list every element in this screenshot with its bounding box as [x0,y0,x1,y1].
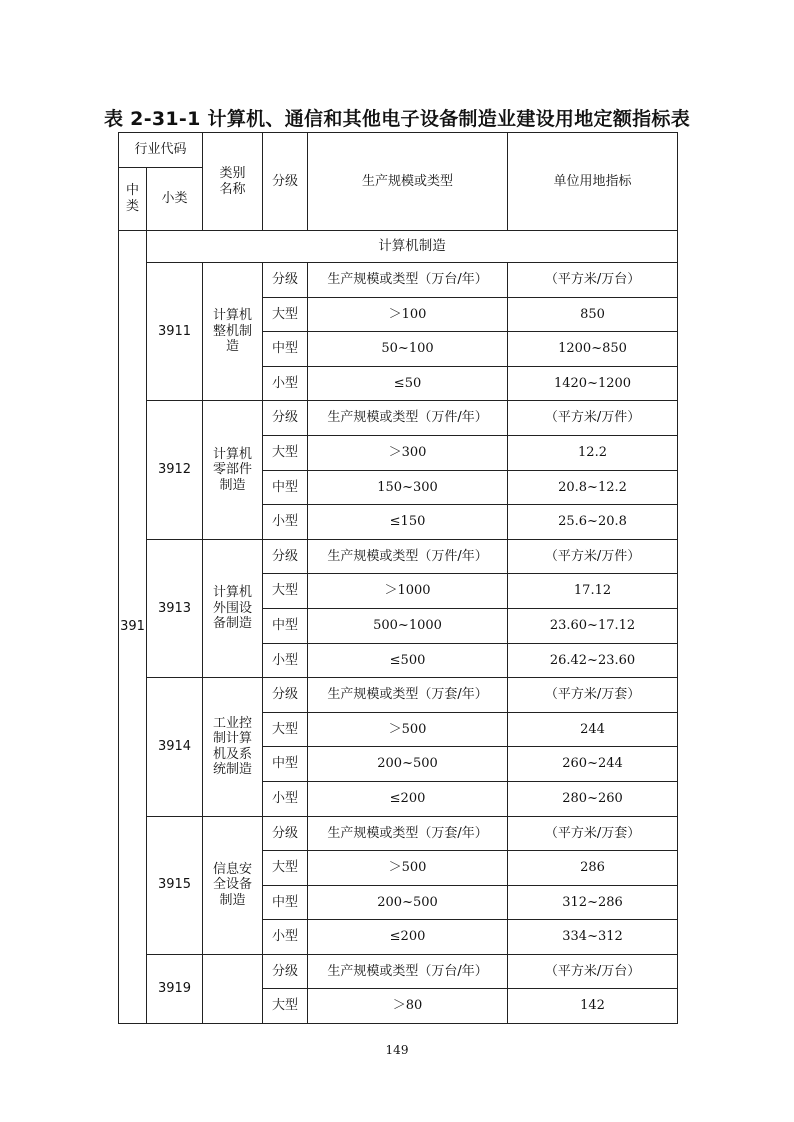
grade-cell: 大型 [263,435,308,470]
category-name-line: 制造 [219,892,246,908]
category-name-line: 工业控 [213,715,253,731]
scale-cell: ＞80 [308,989,508,1024]
subheader-scale: 生产规模或类型（万件/年） [308,539,508,574]
scale-cell: ＞300 [308,435,508,470]
group-subheader-row [119,678,678,713]
indicator-cell: 286 [508,851,678,886]
scale-cell: ＞500 [308,712,508,747]
subheader-grade: 分级 [263,816,308,851]
subheader-scale: 生产规模或类型（万台/年） [308,954,508,989]
table-title: 表 2-31-1 计算机、通信和其他电子设备制造业建设用地定额指标表 [103,108,691,130]
indicator-cell: 142 [508,989,678,1024]
indicator-cell: 244 [508,712,678,747]
grade-cell: 中型 [263,885,308,920]
indicator-cell: 850 [508,297,678,332]
group-subheader-row [119,816,678,851]
grade-cell: 小型 [263,920,308,955]
grade-cell: 中型 [263,747,308,782]
scale-cell: ≤200 [308,920,508,955]
category-name-line: 计算机 [213,585,253,601]
subheader-unit: （平方米/万件） [508,401,678,436]
land-quota-table [118,132,678,1024]
small-class-code: 3911 [147,263,203,401]
subheader-unit: （平方米/万台） [508,954,678,989]
subheader-scale: 生产规模或类型（万台/年） [308,263,508,298]
page-number: 149 [385,1043,409,1057]
scale-cell: ≤150 [308,505,508,540]
category-name-line: 计算机 [213,308,253,324]
category-name [203,816,263,954]
group-subheader-row [119,401,678,436]
indicator-cell: 20.8~12.2 [508,470,678,505]
category-name-line: 外围设 [213,600,253,616]
group-subheader-row [119,539,678,574]
scale-cell: ≤50 [308,366,508,401]
grade-cell: 中型 [263,608,308,643]
scale-cell: ＞500 [308,851,508,886]
category-name-line: 机及系 [213,746,253,762]
grade-cell: 小型 [263,505,308,540]
subheader-grade: 分级 [263,678,308,713]
header-scale: 生产规模或类型 [308,133,508,231]
section-title: 计算机制造 [147,231,678,263]
category-name [203,539,263,677]
category-name-line: 制造 [219,477,246,493]
small-class-code: 3915 [147,816,203,954]
header-category-name [203,133,263,231]
indicator-cell: 334~312 [508,920,678,955]
indicator-cell: 25.6~20.8 [508,505,678,540]
subheader-grade: 分级 [263,401,308,436]
category-name [203,401,263,539]
indicator-cell: 23.60~17.12 [508,608,678,643]
category-name-line: 统制造 [213,762,253,778]
scale-cell: 200~500 [308,747,508,782]
small-class-code: 3912 [147,401,203,539]
indicator-cell: 312~286 [508,885,678,920]
subheader-grade: 分级 [263,539,308,574]
indicator-cell: 280~260 [508,781,678,816]
grade-cell: 大型 [263,297,308,332]
subheader-grade: 分级 [263,263,308,298]
scale-cell: 200~500 [308,885,508,920]
grade-cell: 大型 [263,989,308,1024]
grade-cell: 小型 [263,643,308,678]
grade-cell: 小型 [263,781,308,816]
category-name [203,678,263,816]
header-industry-code: 行业代码 [119,133,203,168]
scale-cell: 50~100 [308,332,508,367]
subheader-grade: 分级 [263,954,308,989]
scale-cell: ＞1000 [308,574,508,609]
subheader-scale: 生产规模或类型（万套/年） [308,816,508,851]
subheader-unit: （平方米/万件） [508,539,678,574]
category-name-line: 信息安 [213,861,253,877]
grade-cell: 大型 [263,574,308,609]
indicator-cell: 1200~850 [508,332,678,367]
scale-cell: ≤200 [308,781,508,816]
subheader-scale: 生产规模或类型（万套/年） [308,678,508,713]
small-class-code: 3919 [147,954,203,1023]
grade-cell: 大型 [263,851,308,886]
scale-cell: ≤500 [308,643,508,678]
category-name [203,954,263,1023]
group-subheader-row [119,954,678,989]
indicator-cell: 1420~1200 [508,366,678,401]
category-name-line: 备制造 [213,616,253,632]
category-name-line: 零部件 [213,462,253,478]
indicator-cell: 260~244 [508,747,678,782]
indicator-cell: 26.42~23.60 [508,643,678,678]
header-category-name-text: 类别名称 [219,165,246,197]
scale-cell: 150~300 [308,470,508,505]
category-name [203,263,263,401]
header-middle-class-text: 中类 [125,183,139,214]
scale-cell: ＞100 [308,297,508,332]
category-name-line: 全设备 [213,877,253,893]
indicator-cell: 12.2 [508,435,678,470]
group-subheader-row [119,263,678,298]
scale-cell: 500~1000 [308,608,508,643]
header-small-class: 小类 [147,168,203,231]
small-class-code: 3914 [147,678,203,816]
header-grade: 分级 [263,133,308,231]
category-name-line: 制计算 [213,731,253,747]
subheader-unit: （平方米/万套） [508,678,678,713]
header-middle-class [119,168,147,231]
category-name-line: 整机制 [213,323,253,339]
grade-cell: 中型 [263,470,308,505]
subheader-scale: 生产规模或类型（万件/年） [308,401,508,436]
category-name-line: 计算机 [213,446,253,462]
middle-class-code: 391 [119,231,147,1024]
indicator-cell: 17.12 [508,574,678,609]
grade-cell: 大型 [263,712,308,747]
category-name-line: 造 [226,339,240,355]
subheader-unit: （平方米/万套） [508,816,678,851]
grade-cell: 小型 [263,366,308,401]
header-indicator: 单位用地指标 [508,133,678,231]
grade-cell: 中型 [263,332,308,367]
small-class-code: 3913 [147,539,203,677]
subheader-unit: （平方米/万台） [508,263,678,298]
